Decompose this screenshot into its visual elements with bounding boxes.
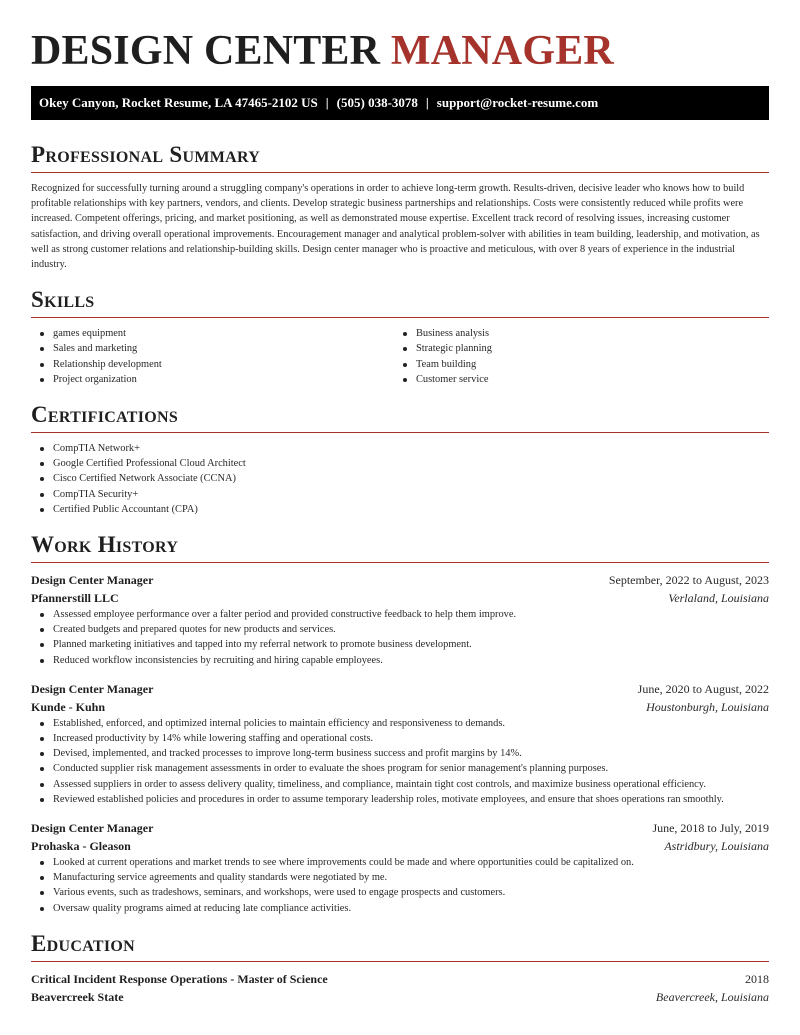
job-company: Pfannerstill LLC bbox=[31, 591, 119, 606]
summary-section bbox=[31, 142, 769, 272]
certification-item: Google Certified Professional Cloud Architect bbox=[53, 456, 769, 471]
job-company: Kunde - Kuhn bbox=[31, 699, 106, 714]
skills-grid bbox=[31, 326, 769, 387]
section-divider bbox=[31, 432, 769, 433]
contact-separator: | bbox=[425, 95, 429, 110]
job-dates: June, 2018 to July, 2019 bbox=[652, 821, 769, 836]
skill-item: games equipment bbox=[53, 326, 394, 341]
education-location: Beavercreek, Louisiana bbox=[655, 989, 769, 1004]
job-bullets bbox=[31, 716, 769, 807]
education-degree: Critical Incident Response Operations - Master of Science bbox=[31, 971, 328, 986]
contact-address: Okey Canyon, Rocket Resume, LA 47465-2102 US bbox=[39, 95, 318, 110]
section-divider bbox=[31, 562, 769, 563]
skill-item: Team building bbox=[416, 357, 757, 372]
skill-item: Relationship development bbox=[53, 357, 394, 372]
job-bullet: Manufacturing service agreements and quality standards were negotiated by me. bbox=[53, 870, 769, 885]
resume-title bbox=[31, 28, 769, 74]
job-bullet: Increased productivity by 14% while lowering staffing and operational costs. bbox=[53, 731, 769, 746]
job-dates: June, 2020 to August, 2022 bbox=[637, 681, 769, 696]
job-bullet: Created budgets and prepared quotes for new products and services. bbox=[53, 622, 769, 637]
job-dates: September, 2022 to August, 2023 bbox=[608, 573, 769, 588]
skills-heading: Skills bbox=[31, 287, 95, 313]
job-bullet: Assessed employee performance over a falter period and provided constructive feedback to help them improve. bbox=[53, 607, 769, 622]
contact-separator: | bbox=[325, 95, 329, 110]
contact-phone: (505) 038-3078 bbox=[336, 95, 418, 110]
job-location: Houstonburgh, Louisiana bbox=[646, 699, 769, 714]
skill-item: Strategic planning bbox=[416, 341, 757, 356]
job-bullet: Reduced workflow inconsistencies by recruiting and hiring capable employees. bbox=[53, 653, 769, 668]
contact-email[interactable]: support@rocket-resume.com bbox=[436, 95, 599, 110]
certifications-heading: Certifications bbox=[31, 402, 179, 428]
title-accent: MANAGER bbox=[390, 28, 614, 74]
certification-item: CompTIA Security+ bbox=[53, 487, 769, 502]
skill-item: Sales and marketing bbox=[53, 341, 394, 356]
job-bullets bbox=[31, 855, 769, 916]
job-bullet: Reviewed established policies and procedures in order to assume temporary leadership roles, motivate employees, and ensure that shoes operations ran smoothly. bbox=[53, 792, 769, 807]
certifications-section bbox=[31, 402, 769, 517]
skill-item: Project organization bbox=[53, 372, 394, 387]
job-bullet: Established, enforced, and optimized internal policies to maintain efficiency and responsiveness to demands. bbox=[53, 716, 769, 731]
skills-section bbox=[31, 287, 769, 387]
skills-column-right bbox=[394, 326, 757, 387]
job-bullet: Assessed suppliers in order to assess delivery quality, timeliness, and compliance, maintain tight cost controls, and maximize business operational efficiency. bbox=[53, 777, 769, 792]
job-bullets bbox=[31, 607, 769, 668]
skill-item: Business analysis bbox=[416, 326, 757, 341]
skill-item: Customer service bbox=[416, 372, 757, 387]
job-bullet: Devised, implemented, and tracked processes to improve long-term business success and profit margins by 14%. bbox=[53, 746, 769, 761]
summary-heading: Professional Summary bbox=[31, 142, 261, 167]
job-entry bbox=[31, 680, 769, 807]
job-bullet: Looked at current operations and market trends to see where improvements could be made and where opportunities could be capitalized on. bbox=[53, 855, 769, 870]
job-bullet: Oversaw quality programs aimed at reducing late compliance activities. bbox=[53, 901, 769, 916]
contact-bar bbox=[31, 86, 769, 120]
job-title: Design Center Manager bbox=[31, 681, 154, 696]
section-divider bbox=[31, 317, 769, 318]
job-title: Design Center Manager bbox=[31, 821, 154, 836]
education-year: 2018 bbox=[745, 971, 769, 986]
job-location: Verlaland, Louisiana bbox=[668, 591, 769, 606]
skills-column-left bbox=[31, 326, 394, 387]
certifications-list bbox=[31, 441, 769, 517]
title-main: DESIGN CENTER bbox=[31, 28, 381, 74]
job-entry bbox=[31, 819, 769, 916]
certification-item: Certified Public Accountant (CPA) bbox=[53, 502, 769, 517]
job-location: Astridbury, Louisiana bbox=[664, 839, 769, 854]
work-history-section bbox=[31, 532, 769, 916]
section-divider bbox=[31, 961, 769, 962]
job-bullet: Planned marketing initiatives and tapped into my referral network to promote business development. bbox=[53, 637, 769, 652]
section-divider bbox=[31, 172, 769, 173]
education-section bbox=[31, 931, 769, 1006]
job-company: Prohaska - Gleason bbox=[31, 839, 131, 854]
education-school: Beavercreek State bbox=[31, 989, 124, 1004]
job-title: Design Center Manager bbox=[31, 573, 154, 588]
education-heading: Education bbox=[31, 930, 135, 956]
work-history-heading: Work History bbox=[31, 532, 179, 558]
job-bullet: Various events, such as tradeshows, seminars, and workshops, were used to engage prospects and customers. bbox=[53, 885, 769, 900]
education-entry bbox=[31, 970, 769, 1006]
certification-item: CompTIA Network+ bbox=[53, 441, 769, 456]
certification-item: Cisco Certified Network Associate (CCNA) bbox=[53, 471, 769, 486]
job-entry bbox=[31, 571, 769, 668]
job-bullet: Conducted supplier risk management assessments in order to evaluate the shoes program for senior management's planning purposes. bbox=[53, 761, 769, 776]
summary-text: Recognized for successfully turning around a struggling company's operations in order to achieve long-term growth. Results-driven, decisive leader who knows how to build profitable relationships with key partners, vendors, and clients. Develop strategic business partnerships and relationships. Costs were consistently reduced while profits were increased. Competent offerings, pricing, and market positioning, as well as demonstrated mouse expertise. Excellent track record of resolving issues, increasing customer satisfaction, and driving overall operational improvements. Encouragement manager and analytical problem-solver with abilities in team building, leadership, and motivation, as well as strong customer relations and relationship-building skills. Design center manager who is proactive and meticulous, with over 8 years of experience in the industrial industry. bbox=[31, 183, 760, 271]
